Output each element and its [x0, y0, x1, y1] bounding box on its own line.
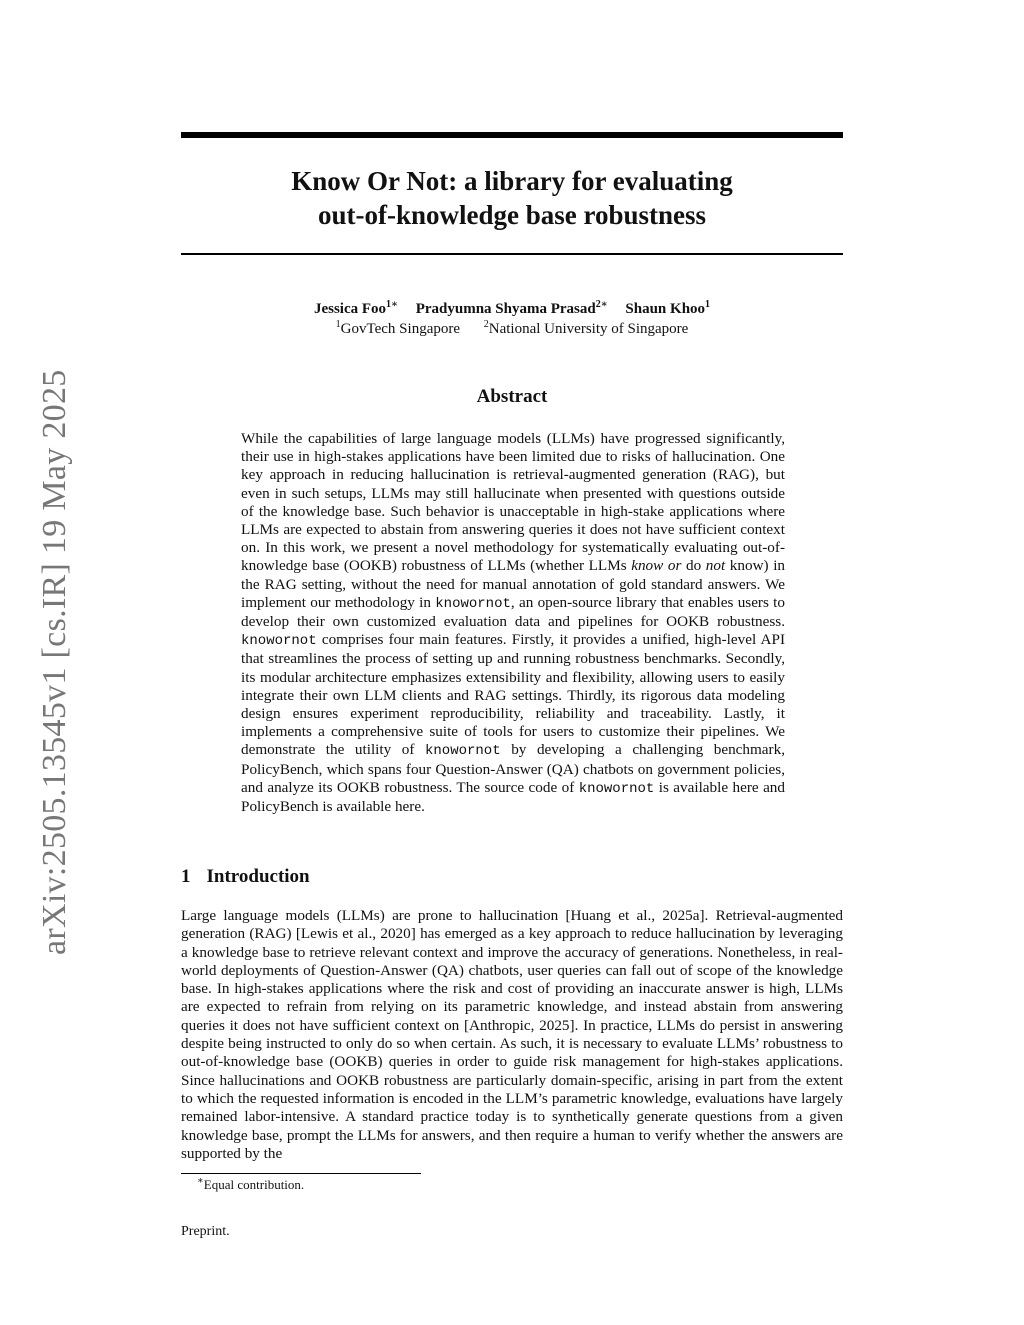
paper-title — [181, 164, 843, 232]
affiliation: $^1$GovTech Singapore — [335, 319, 461, 337]
abstract-heading: Abstract — [476, 386, 548, 407]
preprint-label: Preprint. — [181, 1224, 230, 1239]
affiliation: $^2$National University of Singapore — [483, 319, 689, 337]
introduction-text: Large language models (LLMs) are prone to hallucination [Huang et al., 2025a]. Retrieval-augmented generation (RAG) [Lewis et al., 2020] has emerged as a key approach to reduce hallucination by leveraging a knowledge base to retrieve relevant context and improve the accuracy of generations. Nonetheless, in real-world deployments of Question-Answer (QA) chatbots, user queries can fall out of scope of the knowledge base. In high-stakes applications where the risk and cost of providing an inaccurate answer is high, LLMs are expected to refrain from relying on its parametric knowledge, and instead abstain from answering queries it does not have sufficient context on [Anthropic, 2025]. In practice, LLMs do persist in answering despite being instructed to only do so when certain. As such, it is necessary to evaluate LLMs’ robustness to out-of-knowledge base (OOKB) queries in order to guide risk management for high-stakes applications. Since hallucinations and OOKB robustness are particularly domain-specific, arising in part from the extent to which the requested information is encoded in the LLM’s parametric knowledge, evaluations have largely remained labor-intensive. A standard practice today is to synthetically generate questions from a given knowledge base, prompt the LLMs for answers, and then require a human to verify whether the answers are supported by the — [181, 907, 843, 1162]
library-name: knowornot — [425, 743, 501, 760]
title-line-2: out-of-knowledge base robustness — [317, 200, 707, 230]
author: Jessica Foo$^{1∗}$ — [313, 299, 398, 317]
author-block — [181, 299, 843, 339]
title-line-1: Know Or Not: a library for evaluating — [291, 166, 733, 196]
abstract-text: While the capabilities of large language models (LLMs) have progressed significantly, their use in high-stakes applications have been limited due to risks of hallucination. One key approach in reducing hallucination is retrieval-augmented generation (RAG), but even in such setups, LLMs may still hallucinate when presented with questions outside of the knowledge base. Such behavior is unacceptable in high-stake applications where LLMs are expected to abstain from answering queries it does not have sufficient context on. In this work, we present a novel methodology for systematically evaluating out-of-knowledge base (OOKB) robustness of LLMs (whether LLMs know or do not know) in the RAG setting, without the need for manual annotation of gold standard answers. We implement our methodology in knowornot, an open-source library that enables users to develop their own customized evaluation data and pipelines for OOKB robustness. knowornot comprises four main features. Firstly, it provides a unified, high-level API that streamlines the process of setting up and running robustness benchmarks. Secondly, its modular architecture emphasizes extensibility and flexibility, allowing users to easily integrate their own LLM clients and RAG settings. Thirdly, its rigorous data modeling design ensures experiment reproducibility, reliability and traceability. Lastly, it implements a comprehensive suite of tools for users to customize their pipelines. We demonstrate the utility of knowornot by developing a challenging benchmark, PolicyBench, which spans four Question-Answer (QA) chatbots on government policies, and analyze its OOKB robustness. The source code of knowornot is available here and PolicyBench is available here. — [241, 430, 786, 816]
footnote: ∗Equal contribution. — [197, 1175, 305, 1192]
arxiv-side-stamp: arXiv:2505.13545v1 [cs.IR] 19 May 2025 — [36, 369, 73, 955]
section-number: 1 — [181, 866, 191, 887]
author: Pradyumna Shyama Prasad$^{2∗}$ — [415, 299, 608, 317]
section-title: Introduction — [206, 866, 310, 887]
library-name: knowornot — [578, 780, 655, 797]
title-bottom-rule — [181, 253, 843, 255]
author-names — [181, 299, 843, 319]
footnote-rule — [181, 1173, 421, 1174]
library-name: knowornot — [241, 633, 317, 650]
library-name: knowornot — [435, 595, 511, 612]
affiliations — [181, 319, 843, 339]
author: Shaun Khoo$^1$ — [625, 299, 711, 317]
section-heading-introduction — [181, 866, 310, 888]
title-top-rule — [181, 132, 843, 138]
